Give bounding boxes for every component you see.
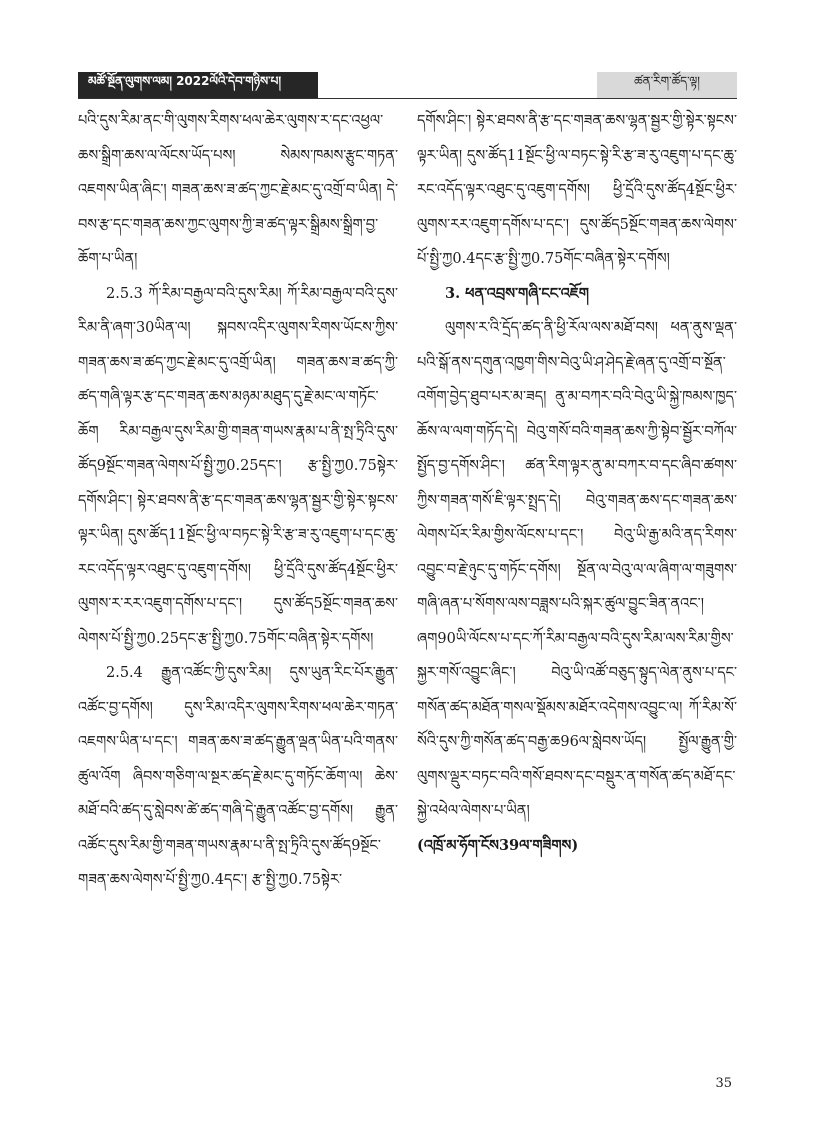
header-divider: [78, 98, 737, 99]
body-paragraph: ལུགས་ར་འི་དྲོད་ཚད་ནི་ཕྱི་རོལ་ལས་མཐོ་བས། ཕན་ནུས་ལྡན་པའི་སྒོ་ནས་དགུན་འཁྱག་གིས་བེའུ་ཡི་ཤ་ཤེད་རྗེ་ཞན་དུ་འགྲོ་བ་སྔོན་འགོག་བྱེད་ཐུབ་པར་མ་ཟད། ནུ་མ་བཀར་བའི་བེའུ་ཡི་སྐྱེ་ཁམས་ཁྱད་ཆོས་ལ་ལག་གཏོད་དེ། བེའུ་གསོ་བའི་གཟན་ཆས་ཀྱི་སྟེབ་སྦྱོར་བཀོལ་སྤྱོད་བྱ་དགོས་ཤིང་། ཚན་རིག་ལྟར་ནུ་མ་བཀར་བ་དང་ཞིབ་ཚགས་ཀྱིས་གཟན་གསོ་ཇི་ལྟར་སྤྲད་དེ། བེའུ་གཟན་ཆས་དང་གཟན་ཆས་ལེགས་པོར་རིམ་གྱིས་ལོངས་པ་དང་། བེའུ་ཡི་རྒྱ་མའི་ནད་རིགས་འབྱུང་བ་རྗེ་ཉུང་དུ་གཏོང་དགོས། སྔོན་ལ་བེའུ་ལ་ལ་ཞིག་ལ་གཟུགས་གཞི་ཞན་པ་སོགས་ལས་བཟླས་པའི་སྐར་ཚུལ་བྱུང་ཟིན་ནའང་། ཞག90ཡི་ལོངས་པ་དང་ཀོ་རིམ་བརྒྱལ་བའི་དུས་རིམ་ལས་རིམ་གྱིས་སྐྱར་གསོ་འབྱུང་ཞིང་། བེའུ་ཡི་འཚོ་བཅུད་སྟུད་ལེན་ནུས་པ་དང་གསོན་ཚད་མཐོན་གསལ་སྡོམས་མཐོར་འདེགས་འབྱུང་ལ། ཀོ་རིམ་སོ་སོའི་དུས་ཀྱི་གསོན་ཚད་བརྒྱ་ཆ96ལ་སླེབས་ཡོད། སྤྱོལ་རྒྱུན་གྱི་ལུགས་ལྡུར་བཏང་བའི་གསོ་ཐབས་དང་བསྡུར་ན་གསོན་ཚད་མཐོ་དང་སྐྱེ་འཕེལ་ལེགས་པ་ཡིན།: [417, 320, 737, 819]
body-paragraph: 2.5.4 རྒྱུན་འཚོང་ཀྱི་དུས་རིམ། དུས་ཡུན་རིང་པོར་རྒྱུན་འཚོང་བྱ་དགོས། དུས་རིམ་འདིར་ལུགས་རིགས་ཕལ་ཆེར་གཏན་འཇགས་ཡིན་པ་དང་། གཟན་ཆས་ཟ་ཚད་རྒྱུན་ལྡན་ཡིན་པའི་གནས་ཚུལ་འོག ཞིབས་གཅིག་ལ་སྔར་ཚད་རྗེ་མང་དུ་གཏོང་ཆོག་ལ། ཆེས་མཐོ་བའི་ཚད་དུ་སླེབས་ཚེ་ཚད་གཞི་དེ་རྒྱུན་འཚོང་བྱ་དགོས། རྒྱུན་འཚོང་དུས་རིམ་གྱི་གཟན་གཡས་རྣམ་པ་ནི་སྤ་ཏྲིའི་དུས་ཚོད9སྔོང་གཟན་ཆས་ལེགས་པོ་སྤྱི་ཀྱ0.4དང་། རྩ་སྤྱི་ཀྱ0.75སྟེར་: [78, 665, 398, 888]
source-note: (འཁྲོ་མ་ཧོག་ངོས39ལ་གཟིགས): [417, 836, 579, 854]
body-paragraph: པའི་དུས་རིམ་ནང་གི་ལུགས་རིགས་ཕལ་ཆེར་ལུགས་ར་དང་འཕྱལ་ཆས་སྒྲིག་ཆས་ལ་ལོངས་ཡོད་པས། སེམས་ཁམས་རྩུང་གཏན་འཇགས་ཡིན་ཞིང་། གཟན་ཆས་ཟ་ཚད་ཀྱང་རྗེ་མང་དུ་འགྲོ་བ་ཡིན། དེ་བས་རྩ་དང་གཟན་ཆས་ཀྱང་ལུགས་ཀྱི་ཟ་ཚད་ལྟར་སྒྲིམས་སྒྲིག་བྱ་ཆོག་པ་ཡིན།: [78, 113, 398, 267]
body-paragraph: 2.5.3 ཀོ་རིམ་བརྒྱལ་བའི་དུས་རིམ། ཀོ་རིམ་བརྒྱལ་བའི་དུས་རིམ་ནི་ཞག་30ཡིན་ལ། སྐབས་འདིར་ལུགས་རིགས་ཡོངས་ཀྱིས་གཟན་ཆས་ཟ་ཚད་ཀྱང་རྗེ་མང་དུ་འགྲོ་ཡིན། གཟན་ཆས་ཟ་ཚད་ཀྱི་ཚད་གཞི་ལྟར་རྩ་དང་གཟན་ཆས་མཉམ་མཐུད་དུ་རྗེ་མང་ལ་གཏོང་ཆོག རིམ་བརྒྱལ་དུས་རིམ་གྱི་གཟན་གཡས་རྣམ་པ་ནི་སྤ་ཏྲིའི་དུས་ཚོད9སྔོང་གཟན་ལེགས་པོ་སྤྱི་ཀྱ0.25དང་། རྩ་སྤྱི་ཀྱ0.75སྟེར་དགོས་ཤིང་། སྟེར་ཐབས་ནི་རྩ་དང་གཟན་ཆས་ལྷན་སྦྱར་གྱི་སྟེར་སྟངས་ལྟར་ཡིན། དུས་ཚོད11སྔོང་ཕྱི་ལ་བཏང་སྟེ་རི་རྩ་ཟ་རུ་འཇུག་པ་དང་ཆུ་རང་འདོད་ལྟར་འཐུང་དུ་འཇུག་དགོས། ཕྱི་དྲོའི་དུས་ཚོད4སྔོང་ཕྱིར་ལུགས་ར་རར་འཇུག་དགོས་པ་དང་། དུས་ཚོད5སྔོང་གཟན་ཆས་ལེགས་པོ་སྤྱི་ཀྱ0.25དང་རྩ་སྤྱི་ཀྱ0.75གོང་བཞིན་སྟེར་དགོས།: [78, 285, 398, 647]
right-column: [417, 104, 737, 863]
journal-header-label: མཚོ་སྔོན་ལུགས་ལམ། 2022ལོའི་དེབ་གཉིས་པ།: [78, 72, 318, 98]
section-heading: 3. ཕན་འབྲས་གཞི་ངང་འཇོག: [445, 284, 589, 302]
section-header-label: ཚན་རིག་ཚོད་ལྟ།: [597, 72, 737, 98]
body-paragraph: དགོས་ཤིང་། སྟེར་ཐབས་ནི་རྩ་དང་གཟན་ཆས་ལྷན་སྦྱར་གྱི་སྟེར་སྟངས་ལྟར་ཡིན། དུས་ཚོད11སྔོང་ཕྱི་ལ་བཏང་སྟེ་རི་རྩ་ཟ་རུ་འཇུག་པ་དང་ཆུ་རང་འདོད་ལྟར་འཐུང་དུ་འཇུག་དགོས། ཕྱི་དྲོའི་དུས་ཚོད4སྔོང་ཕྱིར་ལུགས་རར་འཇུག་དགོས་པ་དང་། དུས་ཚོད5སྔོང་གཟན་ཆས་ལེགས་པོ་སྤྱི་ཀྱ0.4དང་རྩ་སྤྱི་ཀྱ0.75གོང་བཞིན་སྟེར་དགོས།: [417, 113, 737, 267]
left-column: [78, 104, 398, 898]
page-number: 35: [715, 1076, 732, 1091]
